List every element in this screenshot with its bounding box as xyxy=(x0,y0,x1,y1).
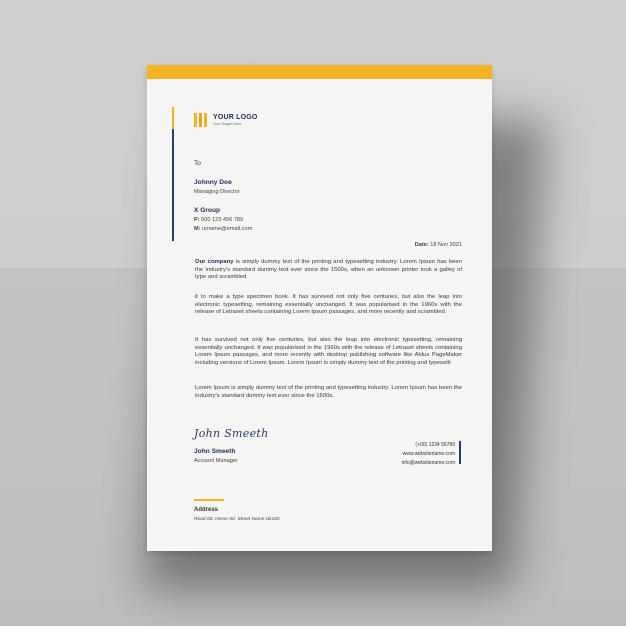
header-accent-bar xyxy=(147,65,492,79)
date-value: 18 Nov 2021 xyxy=(430,242,462,248)
to-label: To xyxy=(194,160,201,167)
address-accent-line xyxy=(194,499,224,501)
phone-value: 000 123 456 789 xyxy=(201,217,244,223)
phone-label: P: xyxy=(194,217,200,223)
address-label: Address xyxy=(194,507,219,513)
company-logo xyxy=(194,113,258,127)
contact-website: www.websitename.com xyxy=(402,450,455,457)
contact-accent-line xyxy=(459,441,461,464)
company-lead: Our company xyxy=(195,259,234,265)
recipient-title: Managing Director xyxy=(194,189,240,195)
contact-email: info@websitename.com xyxy=(401,459,455,466)
body-paragraph-4: Lorem Ipsum is simply dummy text of the printing and typesetting industry. Lorem Ipsum has been the industry's standard dummy text ever since the 1500s. xyxy=(195,385,462,399)
contact-block xyxy=(402,441,455,467)
date-label: Date: xyxy=(414,242,429,248)
signature: John Smeeth xyxy=(194,427,269,440)
date-line xyxy=(415,241,462,250)
letterhead-page xyxy=(147,65,492,551)
left-accent-line xyxy=(172,107,174,241)
logo-slogan: Your Slogan Here xyxy=(213,122,242,126)
recipient-company: X Group xyxy=(194,207,221,214)
signer-name: John Smeeth xyxy=(194,448,236,455)
address-value: Road-00, Home-00, Street Name Uk165 xyxy=(194,517,280,522)
signer-title: Account Manager xyxy=(194,458,238,464)
recipient-phone xyxy=(194,216,243,225)
email-label: M: xyxy=(194,226,201,232)
email-value: urname@email.com xyxy=(202,226,253,232)
recipient-email xyxy=(194,225,252,234)
recipient-name: Johnny Doe xyxy=(194,179,232,186)
body-paragraph-1: Our company is simply dummy text of the printing and typesetting industry. Lorem Ipsum has been the industry's standard dummy text ever since the 1500s, when an unknown printer took a galley of type and scrambled xyxy=(195,259,462,281)
logo-name: YOUR LOGO xyxy=(213,114,258,121)
body-paragraph-2: it to make a type specimen book. It has survived not only five centuries, but also the leap into electronic typesetting, remaining essentially unchanged. It was popularised in the 1960s with the release of Letraset sheets containing Lorem Ipsum passages, and more recently and scrambled. xyxy=(195,294,462,316)
logo-bars-icon xyxy=(194,113,208,127)
body-paragraph-3: It has survived not only five centuries, but also the leap into electronic typesetting, remaining essentially unchanged. It was popularised in the 1960s with the release of Letraset sheets containing Lorem Ipsum passages, and more recently with desktop publishing software like Aldus PageMaker including versions of Lorem Ipsum. Lorem Ipsum is simply dummy text of the printing and typesetti xyxy=(195,337,462,366)
contact-phone: (+00) 1234 56789 xyxy=(415,442,455,448)
